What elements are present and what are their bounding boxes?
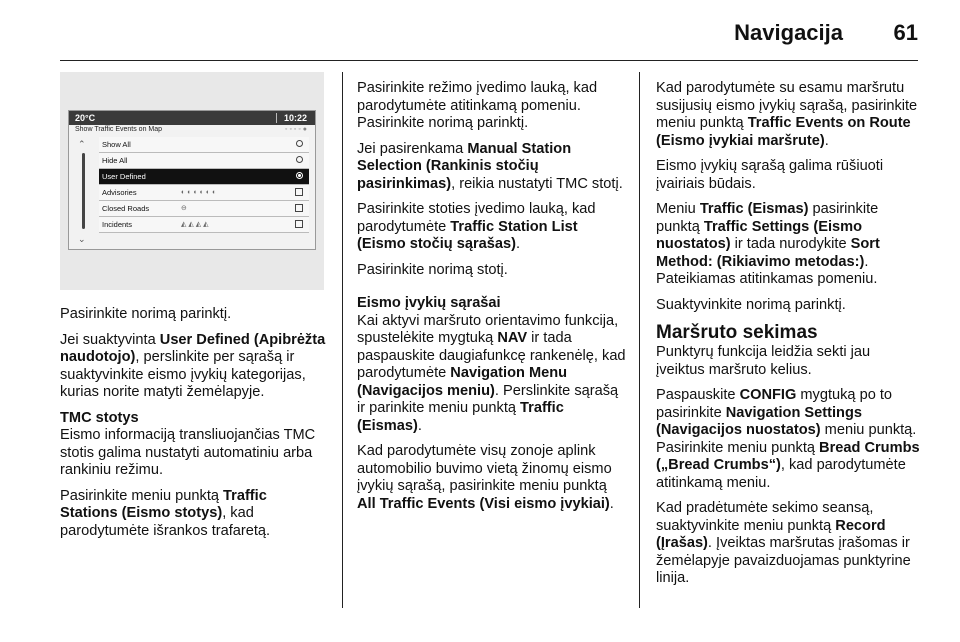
paragraph: [60, 306, 326, 324]
text: .: [515, 236, 521, 252]
text: Pasirinkite stoties įvedimo lauką, kad parodytumėte: [357, 201, 596, 235]
paragraph: [357, 141, 627, 194]
paragraph: [656, 387, 922, 492]
text: .: [824, 132, 829, 149]
paragraph: [357, 313, 627, 436]
scrollbar-track: [82, 153, 85, 229]
tmc-icon: ◦: [293, 126, 299, 133]
text: Pasirinkite režimo įvedimo lauką, kad parodytumėte atitinkamą pomeniu. Pasirinkite norimą parinktį.: [357, 80, 598, 131]
paragraph: [357, 80, 627, 133]
text: .: [609, 495, 614, 512]
button-term: NAV: [497, 330, 528, 346]
section-heading-tmc: TMC stotys: [60, 409, 139, 426]
paragraph: [60, 427, 326, 480]
menu-term: Traffic Stations (Eismo stotys): [60, 487, 267, 521]
radio-selected-icon: [296, 172, 303, 179]
list-item-label: Closed Roads: [102, 204, 150, 213]
text: . Pateikiamas atitinkamas pomeniu.: [656, 253, 878, 287]
page-title: Navigacija: [734, 20, 843, 45]
section-heading-traffic-lists: Eismo įvykių sąrašai: [357, 295, 501, 311]
status-icons: [285, 126, 309, 133]
menu-term: Traffic (Eismas): [699, 201, 809, 217]
text: ir tada nurodykite: [730, 236, 851, 252]
text: meniu punktą. Pasirinkite meniu punktą: [656, 422, 917, 456]
column-3: [656, 80, 922, 596]
edit-icon: [295, 220, 303, 228]
text: Jei pasirenkama: [357, 140, 468, 157]
list-item-label: Show All: [102, 140, 131, 149]
menu-term: Sort Method: (Rikiavimo metodas:): [656, 236, 880, 270]
list-item-incidents: [99, 217, 309, 233]
column-1: [60, 306, 326, 548]
text: Jei suaktyvinta: [60, 331, 160, 348]
text: , reikia nustatyti TMC stotį.: [451, 175, 623, 192]
paragraph: [656, 158, 922, 193]
text: , kad parodytumėte išrankos trafaretą.: [60, 505, 271, 539]
header-rule: [60, 60, 918, 61]
list-item-closed-roads: [99, 201, 309, 217]
menu-term: Traffic (Eismas): [357, 400, 564, 434]
paragraph: [656, 297, 922, 315]
screen-figure: [60, 72, 324, 290]
paragraph: [656, 80, 922, 150]
column-divider-1: [342, 72, 343, 608]
phone-icon: ◦: [289, 126, 294, 133]
text: Kad pradėtumėte sekimo seansą, suaktyvinkite meniu punktą: [656, 500, 874, 534]
text: Kad parodytumėte su esamu maršrutu susijusių eismo įvykių sąrašą, pasirinkite meniu punktą: [656, 80, 918, 131]
text: Eismo įvykių sąrašą galima rūšiuoti įvairiais būdais.: [656, 158, 884, 192]
category-icons: ◐◐◐◐◐◐: [181, 189, 219, 196]
edit-icon: [295, 188, 303, 196]
list-item-label: Incidents: [102, 220, 133, 229]
list-item-label: Advisories: [102, 188, 137, 197]
scrollbar: [77, 139, 89, 245]
paragraph: [60, 488, 326, 541]
infotainment-screen: [68, 110, 316, 250]
text: Eismo informaciją transliuojančias TMC stotis galima nustatyti automatiniu arba rankiniu režimu.: [60, 427, 316, 478]
page-header: [60, 18, 918, 48]
info-icon: ●: [302, 126, 309, 133]
edit-icon: [295, 204, 303, 212]
radio-icon: [296, 140, 303, 147]
text: Meniu: [656, 201, 700, 217]
list-item-label: User Defined: [102, 172, 146, 181]
menu-term: Traffic Station List (Eismo stočių sąrašas): [357, 218, 578, 252]
menu-term: Bread Crumbs („Bread Crumbs“): [656, 439, 920, 473]
text: . Įveiktas maršrutas įrašomas ir žemėlapyje pavaizduojamas punktyrine linija.: [656, 535, 911, 586]
menu-term: Traffic Events on Route (Eismo įvykiai maršrute): [656, 115, 911, 149]
text: pasirinkite punktą: [656, 201, 879, 235]
temperature-readout: 20°C: [75, 113, 96, 123]
menu-term: Manual Station Selection (Rankinis stočių pasirinkimas): [357, 140, 572, 192]
text: .: [417, 417, 422, 434]
paragraph: [357, 201, 627, 254]
text: ir tada paspauskite daugiafunkcę rankenėlę, kad parodytumėte: [357, 330, 626, 381]
column-divider-2: [639, 72, 640, 608]
menu-term: All Traffic Events (Visi eismo įvykiai): [357, 495, 610, 512]
menu-term: Record (Įrašas): [656, 517, 886, 551]
screen-title: Show Traffic Events on Map: [75, 126, 163, 133]
list-item-show-all: [99, 137, 309, 153]
radio-icon: [296, 156, 303, 163]
clock-readout: 10:22: [283, 113, 307, 123]
paragraph: [357, 443, 627, 513]
text: Pasirinkite norimą parinktį.: [60, 306, 232, 322]
list-item-hide-all: [99, 153, 309, 169]
page-number: 61: [893, 20, 918, 45]
text: . Perslinkite sąrašą ir parinkite meniu punktą: [357, 382, 619, 416]
paragraph: [357, 262, 627, 280]
text: mygtuką po to pasirinkite: [656, 387, 893, 421]
signal-icon: ◦: [284, 126, 290, 133]
button-term: CONFIG: [739, 387, 797, 403]
text: Kad parodytumėte visų zonoje aplink automobilio buvimo vietą žinomų eismo įvykių sąrašą, pasirinkite meniu punktą: [357, 443, 612, 494]
text: Paspauskite: [656, 387, 740, 403]
category-icons: ◭◭◭◭: [181, 221, 211, 228]
menu-term: Navigation Settings (Navigacijos nuostatos): [656, 404, 862, 438]
text: Kai aktyvi maršruto orientavimo funkcija, spustelėkite mygtuką: [357, 312, 619, 346]
status-separator: [276, 113, 277, 123]
chevron-up-icon: ⌃: [78, 139, 86, 149]
list-item-advisories: [99, 185, 309, 201]
text: , perslinkite per sąrašą ir suaktyvinkite eismo įvykių kategorijas, kurias norite matyti žemėlapyje.: [60, 349, 306, 400]
paragraph: [656, 500, 922, 588]
paragraph: [656, 344, 922, 379]
chevron-down-icon: ⌄: [78, 234, 86, 244]
menu-term: Navigation Menu (Navigacijos meniu): [357, 365, 568, 399]
text: Suaktyvinkite norimą parinktį.: [656, 296, 846, 313]
text: Pasirinkite meniu punktą: [60, 487, 224, 504]
text: Pasirinkite norimą stotį.: [357, 261, 508, 278]
column-2: [357, 80, 627, 521]
text: , kad parodytumėte atitinkamą meniu.: [656, 457, 906, 491]
list-item-user-defined: [99, 169, 309, 185]
paragraph: [656, 201, 922, 289]
menu-term: User Defined (Apibrėžta naudotojo): [60, 331, 326, 365]
paragraph: [60, 332, 326, 402]
category-icons: ⊖: [181, 205, 189, 212]
text: Punktyrų funkcija leidžia sekti jau įveiktus maršruto kelius.: [656, 344, 871, 378]
nav-icon: ◦: [298, 126, 303, 133]
list-item-label: Hide All: [102, 156, 128, 165]
section-heading-route-tracking: Maršruto sekimas: [656, 322, 818, 343]
status-bar: [69, 111, 315, 125]
menu-term: Traffic Settings (Eismo nuostatos): [656, 218, 863, 252]
traffic-events-list: [99, 137, 309, 233]
